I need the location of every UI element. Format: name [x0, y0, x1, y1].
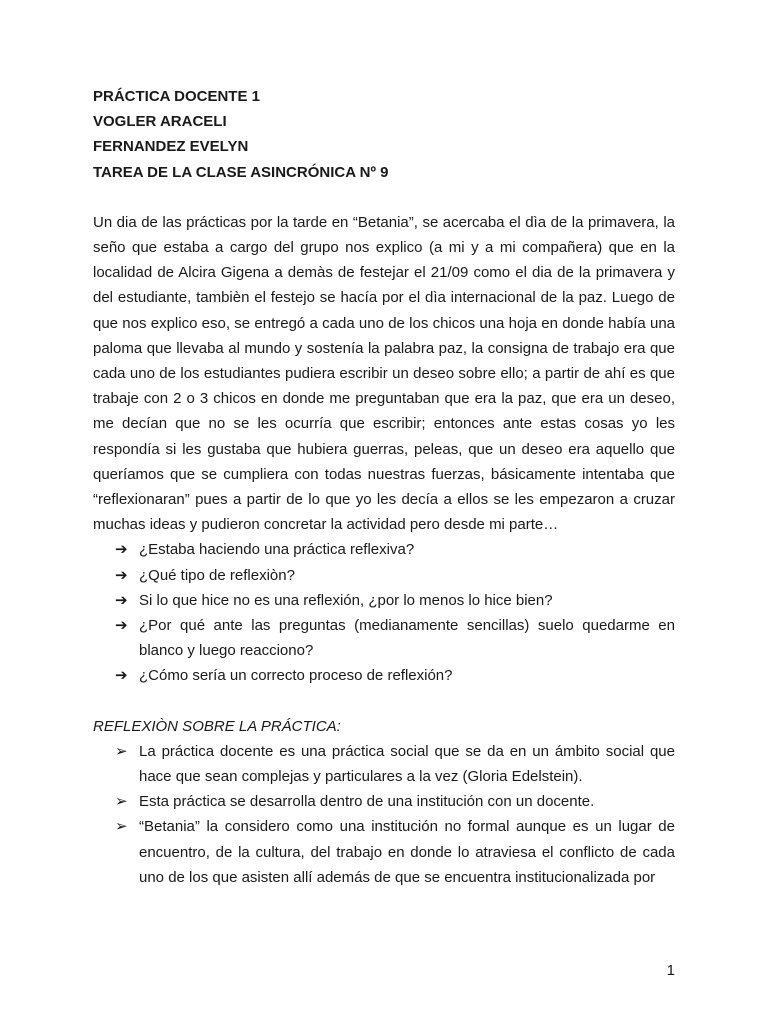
question-text: ¿Por qué ante las preguntas (medianamente sencillas) suelo quedarme en blanco y luego reacciono? — [139, 617, 675, 660]
question-item — [93, 663, 675, 688]
header-line-author-1: VOGLER ARACELI — [93, 113, 227, 131]
question-item — [93, 613, 675, 663]
header-line-author-2: FERNANDEZ EVELYN — [93, 138, 249, 156]
arrow-bullet-icon: ➔ — [115, 541, 128, 559]
question-text: ¿Qué tipo de reflexiòn? — [139, 566, 295, 584]
reflection-text: “Betania” la considero como una institución no formal aunque es un lugar de encuentro, de la cultura, del trabajo en donde lo atraviesa el conflicto de cada uno de los que asisten allí además de que se encuentra institucionalizada por — [139, 818, 675, 886]
document-page — [93, 84, 675, 890]
arrow-bullet-icon: ➔ — [115, 667, 128, 685]
body-paragraph: Un dia de las prácticas por la tarde en “Betania”, se acercaba el dìa de la primavera, la seño que estaba a cargo del grupo nos explico (a mi y a mi compañera) que en la localidad de Alcira Gigena a demàs de festejar el 21/09 como el dia de la primavera y del estudiante, tambièn el festejo se hacía por el dìa internacional de la paz. Luego de que nos explico eso, se entregó a cada uno de los chicos una hoja en donde había una paloma que llevaba al mundo y sostenía la palabra paz, la consigna de trabajo era que cada uno de los estudiantes pudiera escribir un deseo sobre ello; a partir de ahí es que trabaje con 2 o 3 chicos en donde me preguntaban que era la paz, que era un deseo, me decían que no se les ocurría que escribir; entonces ante estas cosas yo les respondía si les gustaba que hubiera guerras, peleas, que un deseo era aquello que queríamos que se cumpliera con todas nuestras fuerzas, básicamente intentaba que “reflexionaran” pues a partir de lo que yo les decía a ellos se les empezaron a cruzar muchas ideas y pudieron concretar la actividad pero desde mi parte… — [93, 213, 675, 534]
reflection-list — [93, 739, 675, 890]
reflection-text: Esta práctica se desarrolla dentro de una institución con un docente. — [139, 793, 595, 811]
question-item — [93, 537, 675, 562]
reflection-item — [93, 789, 675, 814]
reflection-item — [93, 739, 675, 789]
page-number: 1 — [666, 962, 675, 979]
arrow-bullet-icon: ➔ — [115, 591, 128, 609]
arrowhead-bullet-icon: ➢ — [115, 793, 128, 811]
header-line-assignment: TAREA DE LA CLASE ASINCRÓNICA Nº 9 — [93, 163, 389, 181]
arrowhead-bullet-icon: ➢ — [115, 818, 128, 836]
header-line-course: PRÁCTICA DOCENTE 1 — [93, 88, 260, 105]
question-text: Si lo que hice no es una reflexión, ¿por lo menos lo hice bien? — [139, 591, 553, 609]
question-item — [93, 563, 675, 588]
question-text: ¿Estaba haciendo una práctica reflexiva? — [139, 541, 415, 559]
arrowhead-bullet-icon: ➢ — [115, 742, 128, 760]
arrow-bullet-icon: ➔ — [115, 617, 128, 635]
reflection-item — [93, 814, 675, 890]
reflection-text: La práctica docente es una práctica social que se da en un ámbito social que hace que sean complejas y particulares a la vez (Gloria Edelstein). — [139, 742, 675, 786]
arrow-bullet-icon: ➔ — [115, 566, 128, 584]
question-text: ¿Cómo sería un correcto proceso de reflexión? — [139, 667, 453, 685]
question-item — [93, 588, 675, 613]
document-header — [93, 84, 675, 185]
reflection-section-title: REFLEXIÒN SOBRE LA PRÁCTICA: — [93, 717, 341, 735]
questions-list — [93, 537, 675, 688]
